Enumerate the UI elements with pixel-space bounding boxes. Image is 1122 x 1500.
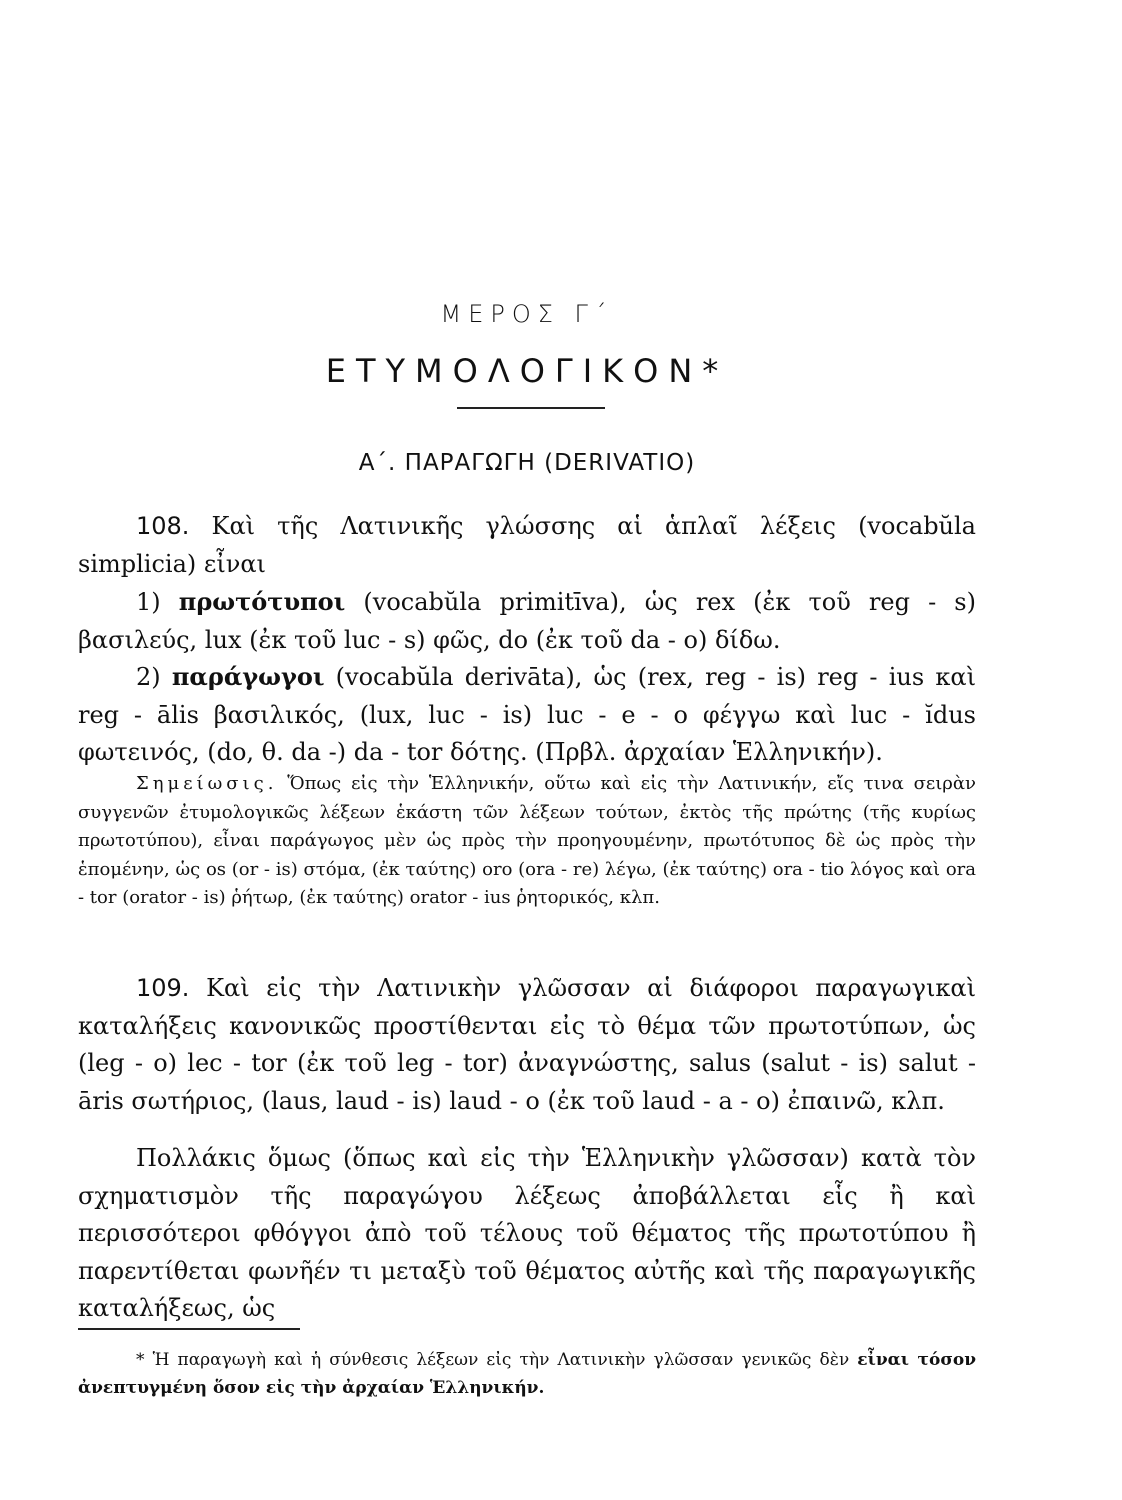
section-heading: Α΄. ΠΑΡΑΓΩΓΗ (DERIVATIO) [358, 450, 696, 476]
footnote [78, 1346, 976, 1402]
note-label: Σημείωσις. [136, 773, 278, 794]
item-term: πρωτότυποι [178, 587, 346, 616]
footnote-text: * Ἡ παραγωγὴ καὶ ἡ σύνθεσις λέξεων εἰς τὴν Λατινικὴν γλῶσσαν γενικῶς δὲν [136, 1350, 850, 1370]
item-text: (vocabŭla derivāta), ὡς (rex, reg - is) reg - ius καὶ reg - ālis βασιλικός, (lux, luc - is) luc - e - o φέγγω καὶ luc - ĭdus φωτεινός, (do, θ. da -) da - tor δότης. (Πρβλ. ἀρχαίαν Ἑλληνικήν). [78, 663, 976, 766]
title-divider [457, 407, 605, 409]
paragraph-number: 108. [136, 512, 190, 540]
paragraph-text: Καὶ εἰς τὴν Λατινικὴν γλῶσσαν αἱ διάφοροι παραγωγικαὶ καταλήξεις κανονικῶς προστίθενται εἰς τὸ θέμα τῶν πρωτοτύπων, ὡς (leg - o) lec - tor (ἐκ τοῦ leg - tor) ἀναγνώστης, salus (salut - is) salut - āris σωτήριος, (laus, laud - is) laud - o (ἐκ τοῦ laud - a - o) ἐπαινῶ, κλπ. [78, 974, 976, 1115]
item-number: 1) [136, 588, 161, 616]
paragraph-text: Πολλάκις ὅμως (ὅπως καὶ εἰς τὴν Ἑλληνικὴν γλῶσσαν) κατὰ τὸν σχηματισμὸν τῆς παραγώγου λέξεως ἀποβάλλεται εἷς ἢ καὶ περισσότεροι φθόγγοι ἀπὸ τοῦ τέλους τοῦ θέματος τῆς πρωτοτύπου ἢ παρεντίθεται φωνῆέν τι μεταξὺ τοῦ θέματος αὐτῆς καὶ τῆς παραγωγικῆς καταλήξεως, ὡς [78, 1144, 976, 1322]
item-text: (vocabŭla primitīva), ὡς rex (ἐκ τοῦ reg - s) βασιλεύς, lux (ἐκ τοῦ luc - s) φῶς, do (ἐκ τοῦ da - o) δίδω. [78, 588, 976, 654]
paragraph-108-intro [78, 508, 976, 583]
paragraph-108-item-1 [78, 583, 976, 659]
chapter-title: ΕΤΥΜΟΛΟΓΙΚΟΝ* [325, 352, 729, 390]
note-text: Ὅπως εἰς τὴν Ἑλληνικήν, οὕτω καὶ εἰς τὴν Λατινικήν, εἴς τινα σειρὰν συγγενῶν ἐτυμολογικῶς λέξεων ἑκάστη τῶν λέξεων τούτων, ἐκτὸς τῆς πρώτης (τῆς κυρίως πρωτοτύπου), εἶναι παράγωγος μὲν ὡς πρὸς τὴν προηγουμένην, πρωτότυπος δὲ ὡς πρὸς τὴν ἑπομένην, ὡς os (or - is) στόμα, (ἐκ ταύτης) oro (ora - re) λέγω, (ἐκ ταύτης) ora - tio λόγος καὶ ora - tor (orator - is) ῥήτωρ, (ἐκ ταύτης) orator - ius ῥητορικός, κλπ. [78, 773, 976, 908]
document-page [78, 0, 976, 1500]
footnote-divider [78, 1328, 300, 1330]
footnote-tail: εἶναι τόσον ἀνεπτυγμένη ὅσον εἰς τὴν ἀρχαίαν Ἑλληνικήν. [78, 1350, 977, 1398]
item-number: 2) [136, 663, 161, 691]
note-108 [78, 770, 976, 913]
paragraph-109 [78, 970, 976, 1120]
item-term: παράγωγοι [171, 662, 325, 691]
part-heading: ΜΕΡΟΣ Γ΄ [440, 300, 614, 328]
paragraph-108-item-2 [78, 658, 976, 772]
paragraph-text: Καὶ τῆς Λατινικῆς γλώσσης αἱ ἁπλαῖ λέξεις (vocabŭla simplicia) εἶναι [78, 512, 976, 578]
paragraph-number: 109. [136, 974, 190, 1002]
paragraph-109-continued [78, 1140, 976, 1328]
